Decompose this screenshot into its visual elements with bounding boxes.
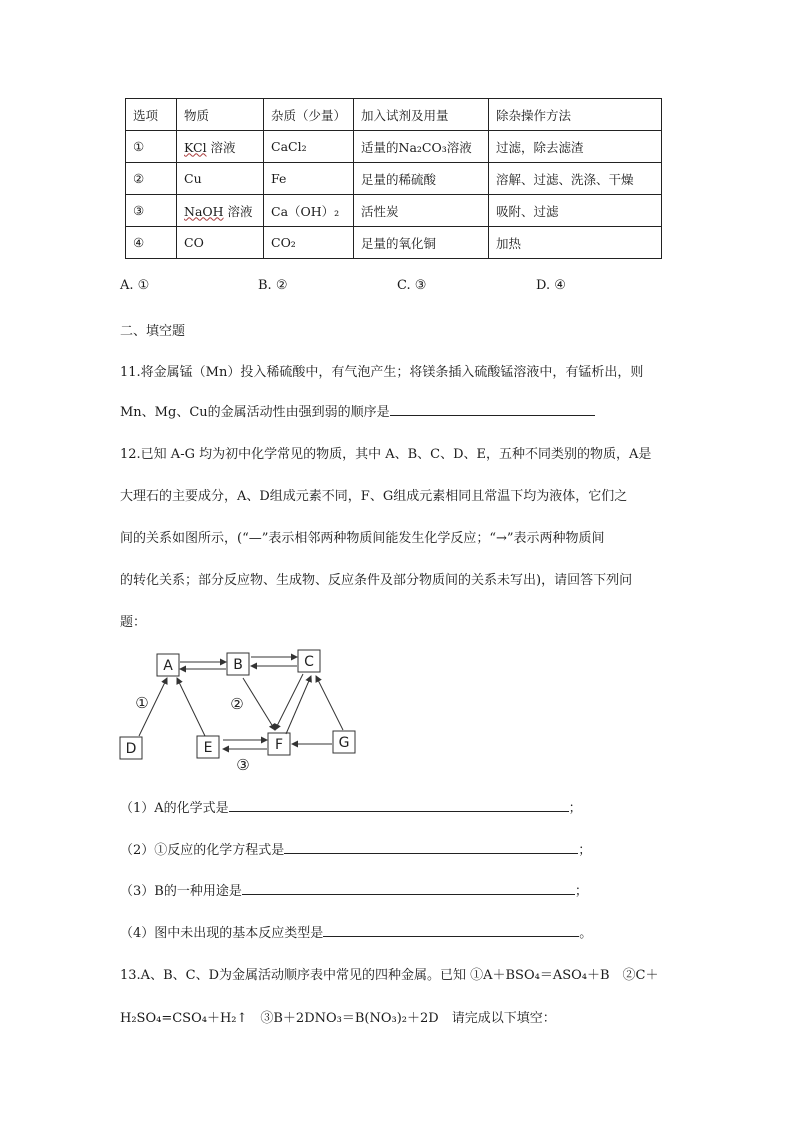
choice-c[interactable]: C. ③ bbox=[397, 278, 427, 293]
q12-sub-3-end: ； bbox=[574, 884, 588, 899]
q12-line-4: 的转化关系；部分反应物、生成物、反应条件及部分物质间的关系未写出)，请回答下列问 bbox=[120, 573, 633, 588]
table-header-cell: 加入试剂及用量 bbox=[354, 99, 489, 131]
substance-cell: NaOH 溶液 bbox=[177, 195, 264, 227]
q11-line-2 bbox=[120, 401, 595, 420]
method-cell: 溶解、过滤、洗涤、干燥 bbox=[489, 163, 662, 195]
q13-line-2: H₂SO₄=CSO₄＋H₂↑ ③B＋2DNO₃＝B(NO₃)₂＋2D 请完成以下填空： bbox=[120, 1011, 556, 1026]
method-cell: 吸附、过滤 bbox=[489, 195, 662, 227]
q11-line-1: 11.将金属锰（Mn）投入稀硫酸中，有气泡产生；将镁条插入硫酸锰溶液中，有锰析出，则 bbox=[120, 365, 644, 380]
impurity-cell: CO₂ bbox=[264, 227, 354, 259]
arrow-f-to-c bbox=[275, 674, 303, 730]
node-a: A bbox=[163, 658, 173, 674]
q12-sub-2-prompt: （2）①反应的化学方程式是 bbox=[120, 843, 285, 858]
option-cell: ③ bbox=[126, 195, 177, 227]
reaction-label-1: ① bbox=[135, 694, 149, 712]
q12-sub-3-blank[interactable] bbox=[242, 882, 575, 895]
choice-b[interactable]: B. ② bbox=[258, 278, 288, 293]
option-cell: ② bbox=[126, 163, 177, 195]
substance-cell: KCl 溶液 bbox=[177, 131, 264, 163]
q12-sub-4-prompt: （4）图中未出现的基本反应类型是 bbox=[120, 926, 324, 941]
arrow-g-to-c bbox=[316, 676, 343, 730]
q12-sub-3-prompt: （3）B的一种用途是 bbox=[120, 884, 242, 899]
table-row bbox=[126, 131, 662, 163]
node-e: E bbox=[203, 740, 213, 756]
section-title: 二、填空题 bbox=[120, 324, 186, 339]
table-row bbox=[126, 195, 662, 227]
reagent-cell: 足量的氧化铜 bbox=[354, 227, 489, 259]
q12-sub-1-end: ； bbox=[568, 801, 582, 816]
q11-answer-blank[interactable] bbox=[390, 403, 595, 416]
reaction-diagram bbox=[115, 642, 365, 777]
table-header-cell: 杂质（少量） bbox=[264, 99, 354, 131]
method-cell: 过滤，除去滤渣 bbox=[489, 131, 662, 163]
reagent-cell: 活性炭 bbox=[354, 195, 489, 227]
q12-sub-4-blank[interactable] bbox=[323, 924, 579, 937]
q12-sub-4-end: 。 bbox=[579, 926, 593, 941]
q12-line-1: 12.已知 A-G 均为初中化学常见的物质，其中 A、B、C、D、E，五种不同类别的物质，A是 bbox=[120, 447, 652, 462]
reagent-cell: 足量的稀硫酸 bbox=[354, 163, 489, 195]
q13-line-1: 13.A、B、C、D为金属活动顺序表中常见的四种金属。已知 ①A＋BSO₄＝ASO₄＋B ②C＋ bbox=[120, 968, 659, 983]
q12-sub-1 bbox=[120, 797, 582, 816]
node-b: B bbox=[233, 657, 243, 673]
node-c: C bbox=[304, 654, 314, 670]
q12-sub-2-end: ； bbox=[578, 843, 592, 858]
q12-line-5: 题： bbox=[120, 615, 147, 630]
q12-sub-1-blank[interactable] bbox=[229, 799, 569, 812]
reaction-label-2: ② bbox=[230, 695, 244, 713]
impurity-cell: Ca（OH）₂ bbox=[264, 195, 354, 227]
impurity-cell: Fe bbox=[264, 163, 354, 195]
arrow-c-to-f bbox=[286, 676, 311, 734]
table-header-cell: 选项 bbox=[126, 99, 177, 131]
q12-sub-2 bbox=[120, 839, 591, 858]
option-cell: ④ bbox=[126, 227, 177, 259]
impurity-removal-table bbox=[125, 98, 662, 259]
table-row bbox=[126, 227, 662, 259]
node-d: D bbox=[125, 741, 137, 757]
table-row bbox=[126, 163, 662, 195]
reagent-cell: 适量的Na₂CO₃溶液 bbox=[354, 131, 489, 163]
node-f: F bbox=[274, 737, 284, 753]
option-cell: ① bbox=[126, 131, 177, 163]
q12-sub-2-blank[interactable] bbox=[284, 841, 578, 854]
node-g: G bbox=[338, 735, 350, 751]
table-header-cell: 物质 bbox=[177, 99, 264, 131]
choice-a[interactable]: A. ① bbox=[120, 278, 150, 293]
method-cell: 加热 bbox=[489, 227, 662, 259]
reaction-label-3: ③ bbox=[236, 756, 250, 774]
q11-prompt: Mn、Mg、Cu的金属活动性由强到弱的顺序是 bbox=[120, 405, 390, 420]
q12-sub-4 bbox=[120, 922, 592, 941]
q12-line-2: 大理石的主要成分，A、D组成元素不同，F、G组成元素相同且常温下均为液体，它们之 bbox=[120, 489, 628, 504]
q12-sub-3 bbox=[120, 880, 588, 899]
arrow-e-to-a bbox=[177, 678, 205, 736]
arrow-b-to-f bbox=[243, 678, 275, 730]
table-header-row bbox=[126, 99, 662, 131]
q12-line-3: 间的关系如图所示，(“—”表示相邻两种物质间能发生化学反应；“→”表示两种物质间 bbox=[120, 531, 605, 546]
substance-cell: Cu bbox=[177, 163, 264, 195]
substance-cell: CO bbox=[177, 227, 264, 259]
table-header-cell: 除杂操作方法 bbox=[489, 99, 662, 131]
choice-d[interactable]: D. ④ bbox=[536, 278, 566, 293]
impurity-cell: CaCl₂ bbox=[264, 131, 354, 163]
q12-sub-1-prompt: （1）A的化学式是 bbox=[120, 801, 229, 816]
